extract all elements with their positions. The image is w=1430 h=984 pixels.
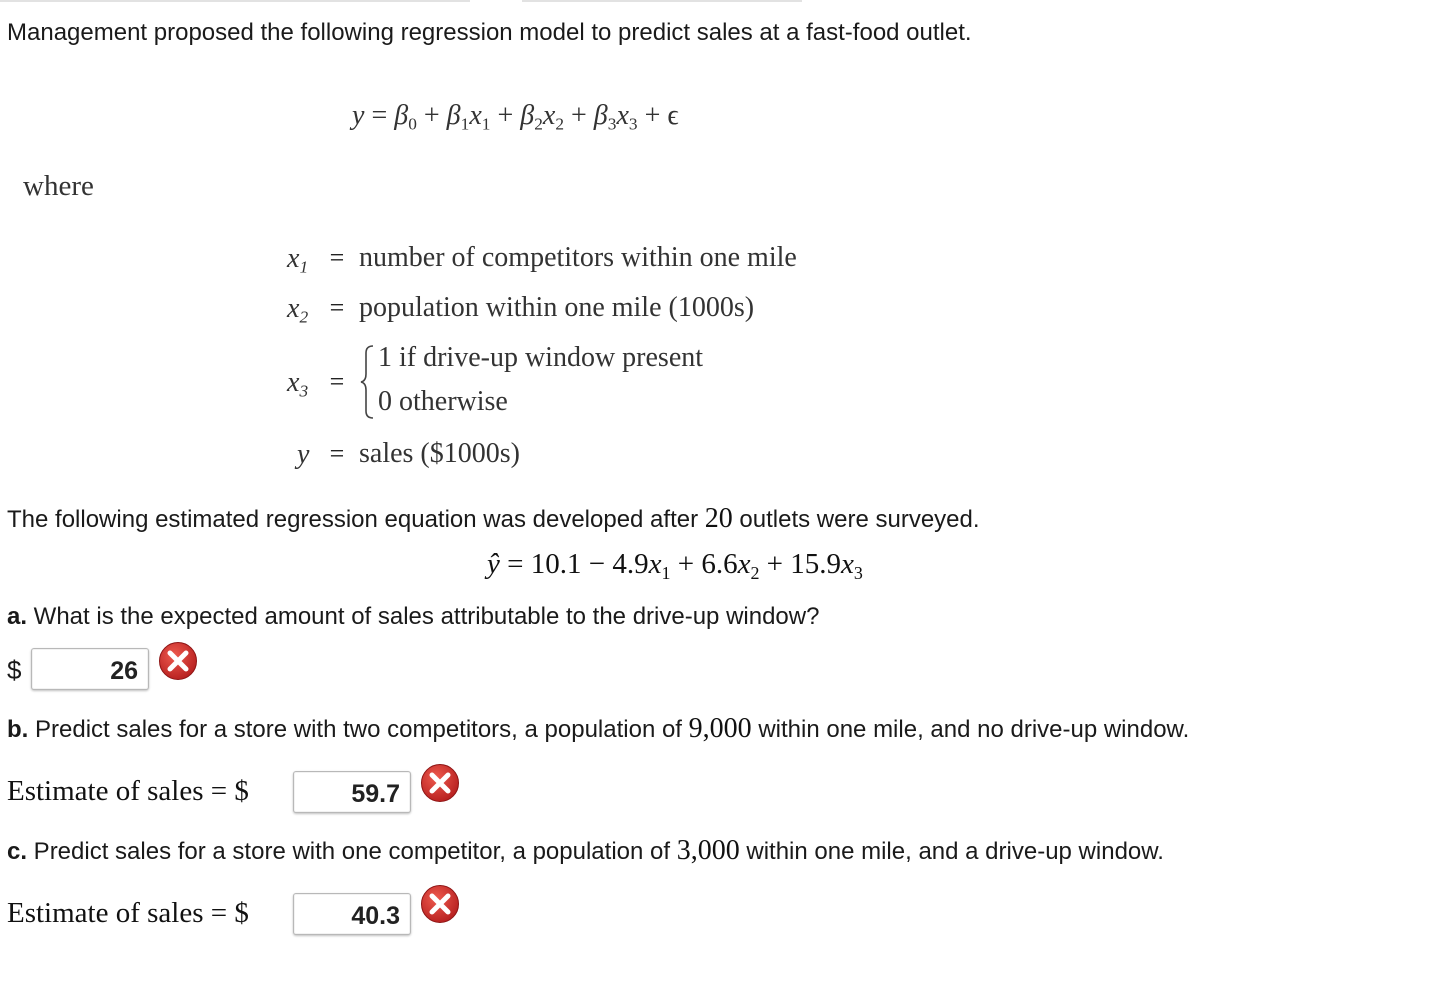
part-b-answer-input[interactable]: 59.7 — [293, 771, 411, 813]
def-x3-case1: 1 if drive-up window present — [378, 342, 704, 373]
part-c-label: Estimate of sales = $ — [7, 897, 249, 929]
part-a-answer-input[interactable]: 26 — [31, 648, 149, 690]
def-x2-equals: = — [329, 293, 345, 322]
x-circle-icon — [420, 763, 460, 803]
def-x2-var: $x_2$ — [287, 293, 309, 327]
def-x3-case2: 0 otherwise — [378, 386, 508, 417]
estimated-sentence: The following estimated regression equation was developed after 20 outlets were surveyed. — [7, 503, 980, 534]
intro-text: Management proposed the following regression model to predict sales at a fast-food outlet. — [7, 19, 972, 46]
def-y-var: y — [297, 439, 310, 470]
top-divider — [522, 0, 802, 2]
def-y-text: sales ($1000s) — [359, 438, 520, 469]
cases-brace — [358, 344, 376, 420]
part-a-question: a. What is the expected amount of sales attributable to the drive-up window? — [7, 603, 820, 630]
def-x3-equals: = — [329, 367, 345, 396]
part-c-population: 3,000 — [676, 835, 740, 866]
top-divider — [0, 0, 470, 2]
def-x1-var: $x_1$ — [287, 243, 309, 277]
x-circle-icon — [158, 641, 198, 681]
part-c-answer-input[interactable]: 40.3 — [293, 893, 411, 935]
def-x2-text: population within one mile (1000s) — [359, 292, 755, 323]
part-b-population: 9,000 — [688, 713, 752, 744]
part-a-currency: $ — [7, 655, 22, 685]
estimated-equation: ŷ = $10.1 - 4.9x_1 + 6.6x_2 + 15.9x_3$ — [487, 548, 863, 583]
def-x1-equals: = — [329, 243, 345, 272]
def-y-equals: = — [329, 439, 345, 468]
model-equation: $y = \beta_0 + \beta_1x_1 + \beta_2x_2 + \beta_3x_3 + \epsilon$ — [352, 100, 679, 134]
def-x3-var: $x_3$ — [287, 367, 309, 401]
x-circle-icon — [420, 884, 460, 924]
def-x1-text: number of competitors within one mile — [359, 242, 797, 273]
part-b-question: b. Predict sales for a store with two competitors, a population of 9,000 within one mile, and no drive-up window. — [7, 713, 1190, 744]
survey-count: 20 — [704, 503, 733, 534]
part-b-label: Estimate of sales = $ — [7, 775, 249, 807]
where-label: where — [23, 170, 94, 202]
part-c-question: c. Predict sales for a store with one competitor, a population of 3,000 within one mile, and a drive-up window. — [7, 835, 1164, 866]
